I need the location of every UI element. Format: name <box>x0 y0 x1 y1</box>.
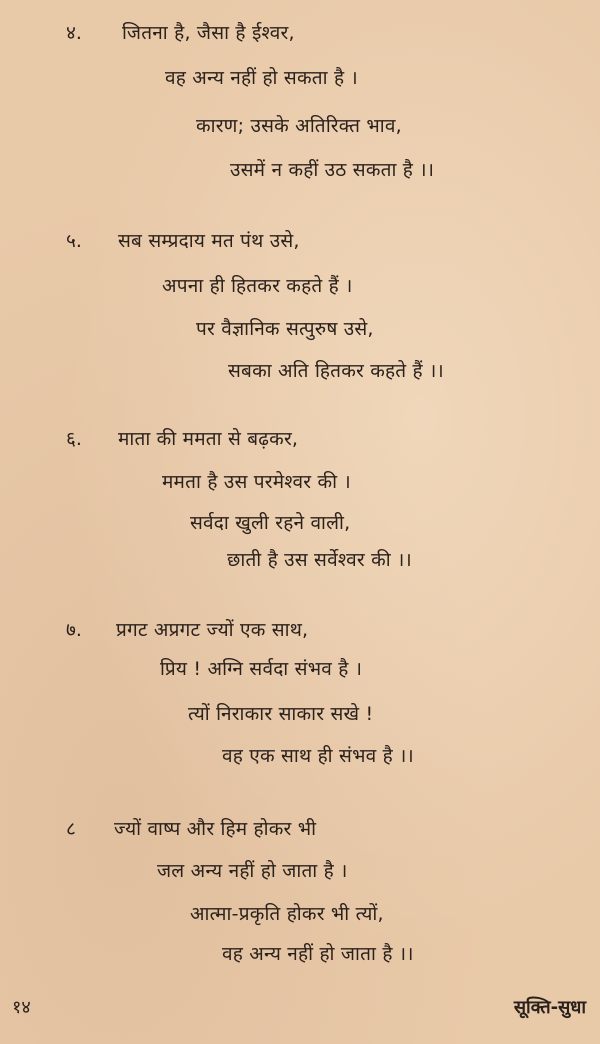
verse-line: त्यों निराकार साकार सखे ! <box>188 703 374 725</box>
verse-line: सबका अति हितकर कहते हैं ।। <box>228 360 444 382</box>
verse-line: पर वैज्ञानिक सत्पुरुष उसे, <box>196 318 374 340</box>
verse-line: आत्मा-प्रकृति होकर भी त्यों, <box>190 903 384 925</box>
stanza-number: ६. <box>66 428 82 450</box>
verse-line: माता की ममता से बढ़कर, <box>118 428 299 450</box>
verse-line: उसमें न कहीं उठ सकता है ।। <box>230 159 435 181</box>
verse-line: ममता है उस परमेश्वर की । <box>162 471 351 493</box>
verse-line: कारण; उसके अतिरिक्त भाव, <box>196 115 402 137</box>
verse-line: प्रिय ! अग्नि सर्वदा संभव है । <box>160 658 363 680</box>
page-number: १४ <box>12 997 31 1018</box>
verse-line: प्रगट अप्रगट ज्यों एक साथ, <box>116 619 309 641</box>
verse-line: वह अन्य नहीं हो सकता है । <box>165 67 358 89</box>
verse-line: ज्यों वाष्प और हिम होकर भी <box>114 818 317 840</box>
running-title: सूक्ति-सुधा <box>513 997 586 1018</box>
verse-line: वह एक साथ ही संभव है ।। <box>222 745 414 767</box>
stanza-number: ८ <box>66 818 76 840</box>
verse-line: छाती है उस सर्वेश्वर की ।। <box>227 549 412 571</box>
verse-line: अपना ही हितकर कहते हैं । <box>162 275 353 297</box>
verse-line: सब सम्प्रदाय मत पंथ उसे, <box>118 230 300 252</box>
verse-line: जितना है, जैसा है ईश्वर, <box>122 22 295 44</box>
verse-line: सर्वदा खुली रहने वाली, <box>190 512 351 534</box>
stanza-number: ७. <box>66 619 82 641</box>
verse-line: वह अन्य नहीं हो जाता है ।। <box>222 943 414 965</box>
stanza-number: ४. <box>66 22 82 44</box>
stanza-number: ५. <box>66 230 82 252</box>
verse-line: जल अन्य नहीं हो जाता है । <box>157 860 348 882</box>
